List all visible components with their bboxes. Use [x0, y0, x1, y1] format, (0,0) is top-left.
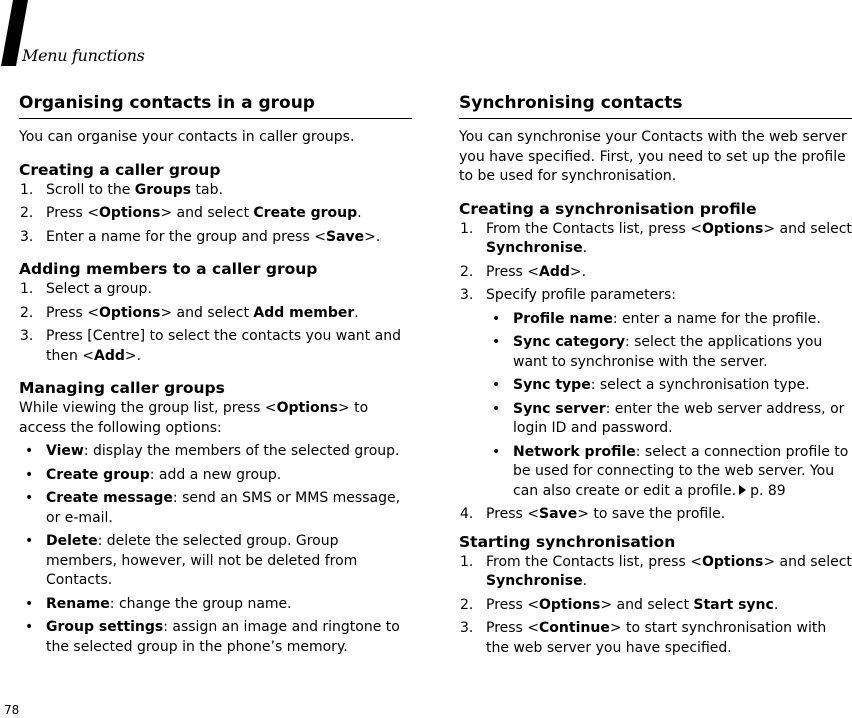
list-item: 2. Press <Options> and select Start sync. — [460, 596, 779, 613]
list-item: 1. From the Contacts list, press <Options> and select Synchronise. — [460, 553, 852, 589]
creating-group-steps — [19, 181, 412, 248]
list-item: • Network profile: select a connection profile to be used for connecting to the web server. You can also create or edit a profile. p. 89 — [492, 443, 849, 499]
managing-intro: While viewing the group list, press <Options> to access the following options: — [19, 400, 369, 436]
adding-members-steps — [19, 280, 412, 366]
list-item: 3. Enter a name for the group and press <Save>. — [20, 228, 381, 245]
section-title: Organising contacts in a group — [19, 93, 412, 119]
section-intro: You can organise your contacts in caller groups. — [19, 129, 355, 145]
running-head: Menu functions — [22, 46, 145, 65]
subheading-starting-sync: Starting synchronisation — [459, 532, 676, 551]
sync-profile-steps — [459, 220, 852, 525]
list-item: • Sync type: select a synchronisation type. — [492, 377, 810, 393]
page-reference: p. 89 — [750, 482, 786, 499]
list-item: • Profile name: enter a name for the profile. — [492, 310, 821, 327]
list-item: 3. Specify profile parameters: • Profile name: enter a name for the profile. • Sync category: select the applications you want to synchronise with the server. • Sync type: select a synchronisation type. • Sync server: enter the web server address, or login ID and password. • Network profile: select a connection profile to be used for connecting to the web server. You can also create or edit a profile. p. 89 — [459, 286, 852, 501]
starting-sync-steps — [459, 553, 852, 659]
page-reference-arrow-icon — [739, 485, 746, 495]
profile-parameters-list — [486, 310, 852, 502]
right-column — [459, 93, 852, 658]
left-column — [19, 93, 412, 657]
list-item: • Rename: change the group name. — [25, 595, 292, 612]
section-intro: You can synchronise your Contacts with the web server you have specified. First, you need to set up the profile to be used for synchronisation. — [459, 129, 847, 184]
list-item: 1. Scroll to the Groups tab. — [20, 181, 223, 198]
list-item: 3. Press <Continue> to start synchronisation with the web server you have specified. — [460, 620, 827, 656]
list-item: 2. Press <Options> and select Add member. — [20, 304, 359, 321]
page-number: 78 — [4, 703, 20, 717]
list-item: 4. Press <Save> to save the profile. — [460, 506, 726, 522]
section-title: Synchronising contacts — [459, 93, 852, 119]
list-item: 2. Press <Options> and select Create group. — [20, 205, 362, 221]
list-item: • Create message: send an SMS or MMS message, or e-mail. — [25, 490, 401, 526]
subheading-creating-group: Creating a caller group — [19, 160, 221, 179]
subheading-sync-profile: Creating a synchronisation profile — [459, 199, 757, 218]
list-item: 2. Press <Add>. — [460, 263, 587, 280]
list-item: 3. Press [Centre] to select the contacts you want and then <Add>. — [20, 328, 401, 364]
list-item: • Sync server: enter the web server address, or login ID and password. — [492, 400, 845, 436]
list-item: • Sync category: select the applications you want to synchronise with the server. — [492, 334, 823, 370]
list-item: • View: display the members of the selected group. — [25, 443, 400, 459]
list-item: • Group settings: assign an image and ringtone to the selected group in the phone’s memory. — [25, 619, 400, 655]
list-item: • Create group: add a new group. — [25, 466, 282, 483]
subheading-adding-members: Adding members to a caller group — [19, 260, 318, 278]
subheading-managing-groups: Managing caller groups — [19, 379, 225, 397]
list-item: 1. From the Contacts list, press <Options> and select Synchronise. — [460, 220, 852, 256]
list-item: 1. Select a group. — [20, 281, 152, 297]
list-item: • Delete: delete the selected group. Group members, however, will not be deleted from Contacts. — [25, 533, 358, 588]
group-options-list — [19, 442, 412, 657]
